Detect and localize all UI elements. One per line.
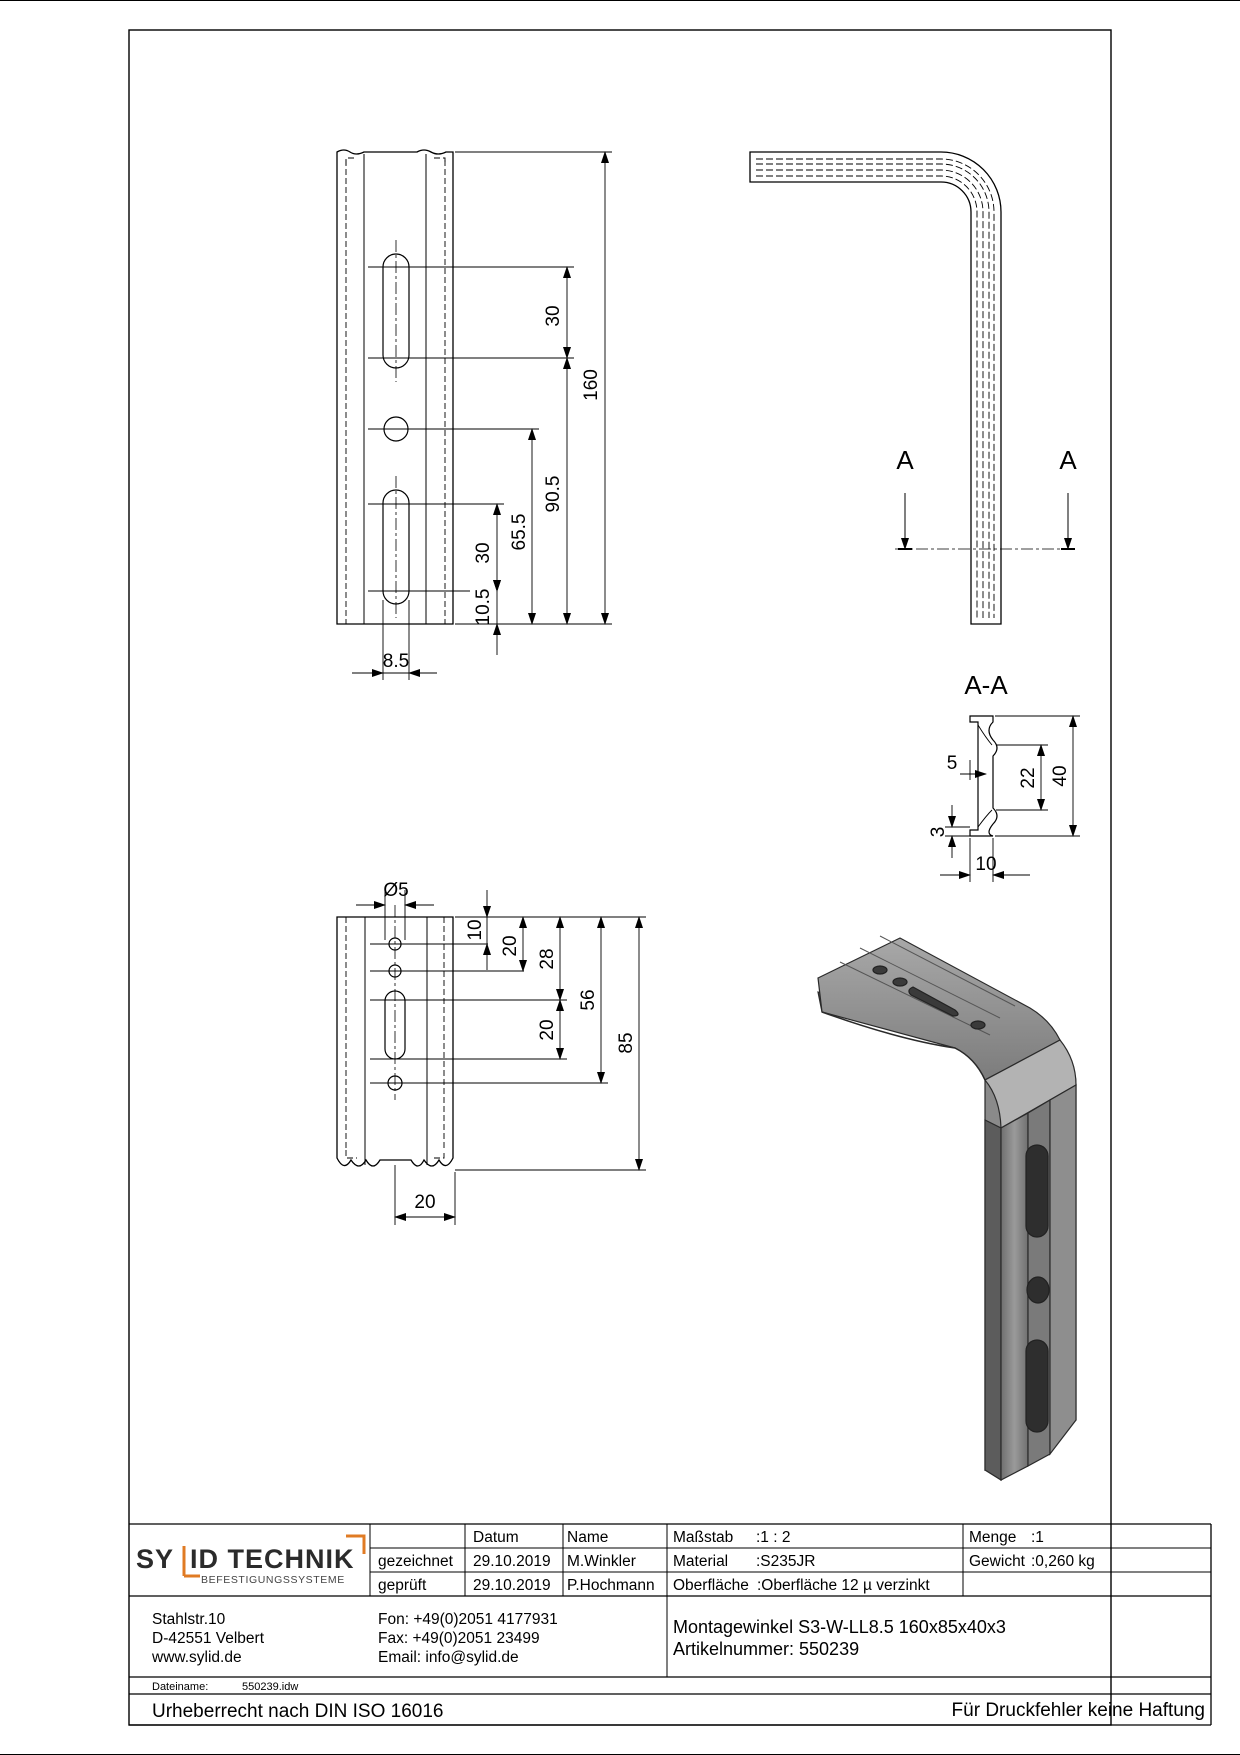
section-marker-left: A (896, 445, 914, 475)
front-dim-90-5: 90.5 (543, 475, 564, 513)
company-logo (136, 1536, 364, 1586)
quantity-value: :1 (1031, 1529, 1044, 1546)
section-marker-right: A (1059, 445, 1077, 475)
filename-label: Dateiname: (152, 1681, 209, 1693)
isometric-part-render (818, 936, 1076, 1480)
section-dim-40: 40 (1050, 765, 1071, 787)
row-label-drawn: gezeichnet (378, 1553, 453, 1570)
front-dim-65-5: 65.5 (509, 513, 530, 551)
front-dim-10-5: 10.5 (473, 588, 494, 626)
section-title: A-A (964, 670, 1008, 700)
weight-value: :0,260 kg (1031, 1553, 1095, 1570)
filename-value: 550239.idw (242, 1681, 299, 1693)
top-dim-10: 10 (465, 919, 486, 941)
surface-label: Oberfläche (673, 1577, 749, 1594)
logo-text-technik: ID TECHNIK (190, 1544, 355, 1574)
contact-email: Email: info@sylid.de (378, 1649, 519, 1666)
front-dim-8-5: 8.5 (382, 651, 410, 672)
top-view (337, 890, 646, 1225)
top-dim-diameter-5: Ø5 (383, 880, 409, 901)
section-dim-5: 5 (946, 753, 958, 774)
address-street: Stahlstr.10 (152, 1611, 226, 1628)
quantity-label: Menge (969, 1529, 1017, 1546)
top-dim-20-slot: 20 (537, 1019, 558, 1041)
row-label-checked: geprüft (378, 1577, 427, 1594)
header-name: Name (567, 1529, 609, 1546)
row-date-drawn: 29.10.2019 (473, 1553, 551, 1570)
row-name-drawn: M.Winkler (567, 1553, 636, 1570)
section-dim-10: 10 (975, 854, 997, 875)
front-dim-30-bottom: 30 (473, 542, 494, 564)
scale-label: Maßstab (673, 1529, 734, 1546)
side-view (750, 152, 1077, 624)
article-number: Artikelnummer: 550239 (673, 1639, 860, 1659)
header-datum: Datum (473, 1529, 519, 1546)
material-label: Material (673, 1553, 729, 1570)
copyright-notice: Urheberrecht nach DIN ISO 16016 (152, 1701, 444, 1722)
front-dim-160: 160 (581, 369, 602, 401)
address-web: www.sylid.de (152, 1649, 242, 1666)
section-dim-3: 3 (928, 826, 949, 838)
top-dim-85: 85 (616, 1032, 637, 1054)
weight-label: Gewicht (969, 1553, 1025, 1570)
top-dim-20: 20 (500, 935, 521, 957)
drawing-frame (129, 30, 1111, 1725)
logo-text-sy: SY (136, 1544, 175, 1574)
top-dim-56: 56 (578, 989, 599, 1011)
section-dim-22: 22 (1018, 767, 1039, 789)
logo-subtitle: BEFESTIGUNGSSYSTEME (201, 1574, 345, 1586)
surface-value: :Oberfläche 12 µ verzinkt (757, 1577, 930, 1594)
section-a-a-view (940, 716, 1080, 882)
misprint-disclaimer: Für Druckfehler keine Haftung (951, 1700, 1205, 1721)
row-date-checked: 29.10.2019 (473, 1577, 551, 1594)
address-city: D-42551 Velbert (152, 1630, 265, 1647)
top-dim-28: 28 (537, 948, 558, 970)
front-dim-30-top: 30 (543, 305, 564, 327)
material-value: :S235JR (756, 1553, 816, 1570)
scale-value: :1 : 2 (756, 1529, 791, 1546)
row-name-checked: P.Hochmann (567, 1577, 655, 1594)
top-dim-20-width: 20 (414, 1192, 436, 1213)
contact-phone: Fon: +49(0)2051 4177931 (378, 1611, 558, 1628)
part-name: Montagewinkel S3-W-LL8.5 160x85x40x3 (673, 1617, 1006, 1637)
contact-fax: Fax: +49(0)2051 23499 (378, 1630, 540, 1647)
